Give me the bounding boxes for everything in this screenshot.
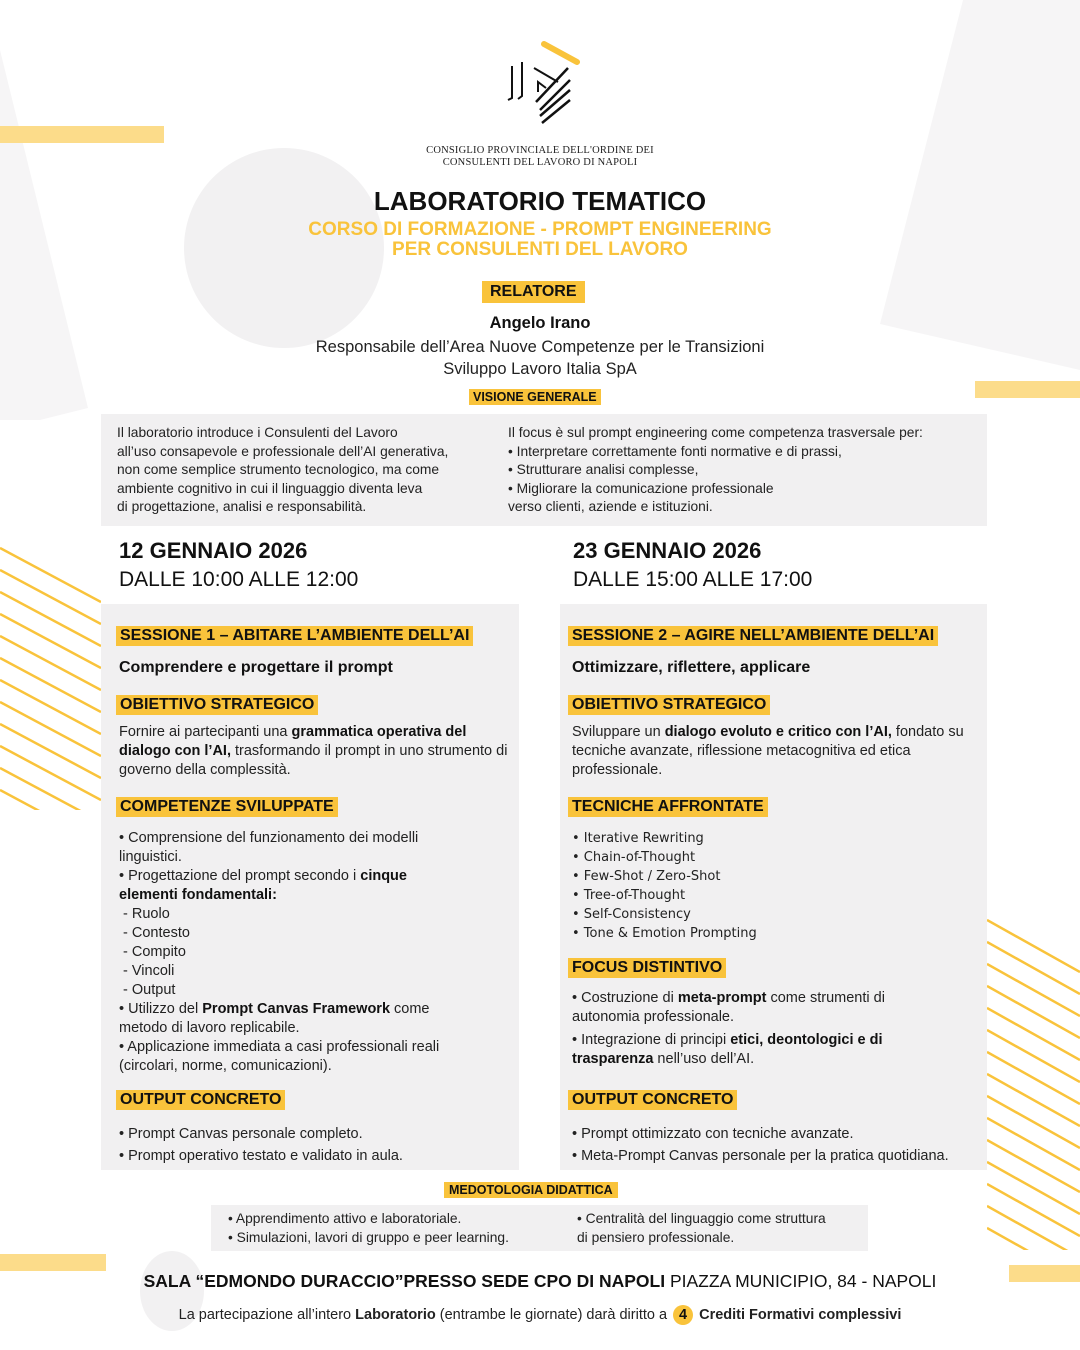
hatch-line [0,614,101,668]
list-subitem: - Compito [119,944,186,960]
subtitle-line-2: PER CONSULENTI DEL LAVORO [392,239,688,260]
session-2-title: SESSIONE 2 – AGIRE NELL’AMBIENTE DELL’AI [568,626,938,646]
hatch-line [0,592,101,646]
org-name-line-1: CONSIGLIO PROVINCIALE DELL'ORDINE DEI [426,145,654,156]
session-1-output-label: OUTPUT CONCRETO [116,1090,285,1110]
speaker-company: Sviluppo Lavoro Italia SpA [443,360,637,378]
hatch-line [987,942,1080,994]
text: (entrambe le giornate) darà diritto a [435,1307,672,1323]
text: come strumenti di autonomia professionale. [572,990,885,1025]
text: • Progettazione del prompt secondo i [119,868,361,884]
hatch-line [0,658,101,712]
list-subitem: - Ruolo [119,906,170,922]
methodology-left [228,1210,568,1247]
hatch-line [987,1052,1080,1104]
text: nell’uso dell’AI. [653,1051,755,1067]
session-1-competences-list [119,829,459,1076]
text: Sviluppare un [572,724,665,740]
hatch-line [987,1162,1080,1214]
text-bold: cinque elementi fondamentali: [119,868,407,903]
session-1-subtitle: Comprendere e progettare il prompt [119,659,393,676]
subtitle-line-1: CORSO DI FORMAZIONE - PROMPT ENGINEERING [308,219,772,240]
credits-info [0,1305,1080,1325]
session-2-focus-list [572,989,942,1069]
text-bold: grammatica operativa del dialogo con l’AI, [119,724,467,759]
session-1-competences-label: COMPETENZE SVILUPPATE [116,797,338,817]
hatch-line [0,548,101,602]
list-item: • Apprendimento attivo e laboratoriale. [228,1211,462,1226]
methodology-panel [211,1205,868,1251]
venue-address: PIAZZA MUNICIPIO, 84 - NAPOLI [665,1271,937,1291]
session-1-objective-label: OBIETTIVO STRATEGICO [116,695,318,715]
overview-right-text [508,424,978,517]
venue-name: SALA “EDMONDO DURACCIO”PRESSO SEDE CPO DI NAPOLI [143,1271,666,1291]
hatch-line [0,724,101,778]
overview-bullet: • Strutturare analisi complesse, [508,462,699,477]
text-bold: meta-prompt [677,990,767,1006]
methodology-right [577,1210,867,1247]
text: • Integrazione di principi [572,1032,731,1048]
overview-bullet: • Interpretare correttamente fonti normative e di prassi, [508,443,842,459]
hatch-pattern-right [987,880,1080,1250]
list-subitem: - Contesto [119,925,190,941]
overview-line: di progettazione, analisi e responsabilità. [117,499,367,514]
list-item [119,1000,459,1038]
text: trasformando il prompt in uno strumento di governo della complessità. [119,743,508,778]
decorative-bar-bottom-left [0,1254,106,1271]
text: come metodo di lavoro replicabile. [119,1001,430,1036]
session-1-title: SESSIONE 1 – ABITARE L’AMBIENTE DELL’AI [116,626,473,646]
technique-item: • Self-Consistency [572,907,691,922]
text: • Costruzione di [572,990,678,1006]
hatch-line [0,746,101,800]
text: • Utilizzo del [119,1001,203,1017]
text: Fornire ai partecipanti una [119,724,292,740]
overview-line: ambiente cognitivo in cui il linguaggio diventa leva [117,480,423,496]
hatch-line [987,986,1080,1038]
hatch-line [987,964,1080,1016]
overview-line: all’uso consapevole e professionale dell’AI generativa, [117,443,449,459]
decorative-bar-right [975,381,1080,398]
list-item: • Meta-Prompt Canvas personale per la pratica quotidiana. [572,1148,949,1164]
list-item: • Prompt ottimizzato con tecniche avanzate. [572,1126,854,1142]
cpo-logo-icon [500,36,580,126]
list-item: di pensiero professionale. [577,1229,735,1245]
session-2-techniques-label: TECNICHE AFFRONTATE [568,797,768,817]
hatch-line [0,702,101,756]
technique-item: • Tone & Emotion Prompting [572,926,757,941]
hatch-line [0,570,101,624]
text-bold: Laboratorio [355,1307,436,1323]
technique-item: • Chain-of-Thought [572,850,696,865]
list-item: • Applicazione immediata a casi professionali reali (circolari, norme, comunicazioni). [119,1039,440,1074]
technique-item: • Few-Shot / Zero-Shot [572,869,721,884]
session-2-subtitle: Ottimizzare, riflettere, applicare [572,659,811,676]
session-1-output-list [119,1123,509,1167]
speaker-name: Angelo Irano [489,314,591,332]
session-2-panel [560,604,987,1170]
overview-left-text [117,424,487,517]
overview-panel [101,414,987,526]
overview-bullet: • Migliorare la comunicazione professionale [508,480,774,496]
hatch-pattern-left [0,540,101,810]
list-subitem: - Output [119,982,176,998]
list-item: • Prompt operativo testato e validato in aula. [119,1148,403,1164]
text-bold: trasparenza [572,1051,654,1067]
list-item: • Prompt Canvas personale completo. [119,1126,363,1142]
organization-name [0,145,1080,169]
list-subitem: - Vincoli [119,963,175,979]
technique-item: • Tree-of-Thought [572,888,686,903]
credits-count-badge: 4 [673,1305,693,1325]
speaker-title: Responsabile dell’Area Nuove Competenze per le Transizioni [315,338,765,356]
text: La partecipazione all’intero [178,1307,356,1323]
text: fondato su tecniche avanzate, riflessione metacognitiva ed etica professionale. [572,724,964,778]
venue-info [0,1271,1080,1292]
hatch-line [987,920,1080,972]
overview-line: non come semplice strumento tecnologico, ma come [117,462,440,477]
org-name-line-2: CONSULENTI DEL LAVORO DI NAPOLI [442,157,638,168]
list-item [572,1031,942,1069]
list-item [119,867,459,905]
methodology-label: MEDOTOLOGIA DIDATTICA [444,1182,618,1198]
hatch-line [0,636,101,690]
text-bold: Crediti Formativi complessivi [699,1307,902,1323]
list-item: • Centralità del linguaggio come struttura [577,1211,826,1226]
overview-line: verso clienti, aziende e istituzioni. [508,499,713,514]
technique-item: • Iterative Rewriting [572,831,704,846]
overview-line: Il focus è sul prompt engineering come competenza trasversale per: [508,425,923,440]
page-title: LABORATORIO TEMATICO [373,186,707,216]
session-1-time: DALLE 10:00 ALLE 12:00 [119,568,359,591]
list-item: • Simulazioni, lavori di gruppo e peer learning. [228,1229,509,1245]
text-bold: Prompt Canvas Framework [202,1001,391,1017]
hatch-line [987,1096,1080,1148]
overview-line: Il laboratorio introduce i Consulenti del Lavoro [117,425,398,440]
hatch-line [987,1140,1080,1192]
hatch-line [987,1030,1080,1082]
session-2-objective-label: OBIETTIVO STRATEGICO [568,695,770,715]
session-2-date: 23 GENNAIO 2026 [573,538,762,563]
hatch-line [987,1118,1080,1170]
session-2-focus-label: FOCUS DISTINTIVO [568,958,726,978]
overview-label: VISIONE GENERALE [469,389,601,405]
hatch-line [987,1074,1080,1126]
course-subtitle [0,220,1080,260]
session-2-objective-text [572,723,972,780]
session-2-techniques-list [572,829,972,943]
speaker-label: RELATORE [482,281,585,303]
session-2-output-list [572,1123,992,1167]
session-2-output-label: OUTPUT CONCRETO [568,1090,737,1110]
hatch-line [987,1184,1080,1236]
session-1-objective-text [119,723,509,780]
text-bold: dialogo evoluto e critico con l’AI, [664,724,892,740]
hatch-line [0,680,101,734]
session-2-time: DALLE 15:00 ALLE 17:00 [573,568,813,591]
session-1-date: 12 GENNAIO 2026 [119,538,308,563]
decorative-bar-top-left [0,126,164,143]
session-1-panel [101,604,519,1170]
hatch-line [987,1008,1080,1060]
list-item [572,989,942,1027]
text-bold: etici, deontologici e di [730,1032,883,1048]
speaker-role [0,336,1080,380]
list-item: • Comprensione del funzionamento dei modelli linguistici. [119,830,419,865]
